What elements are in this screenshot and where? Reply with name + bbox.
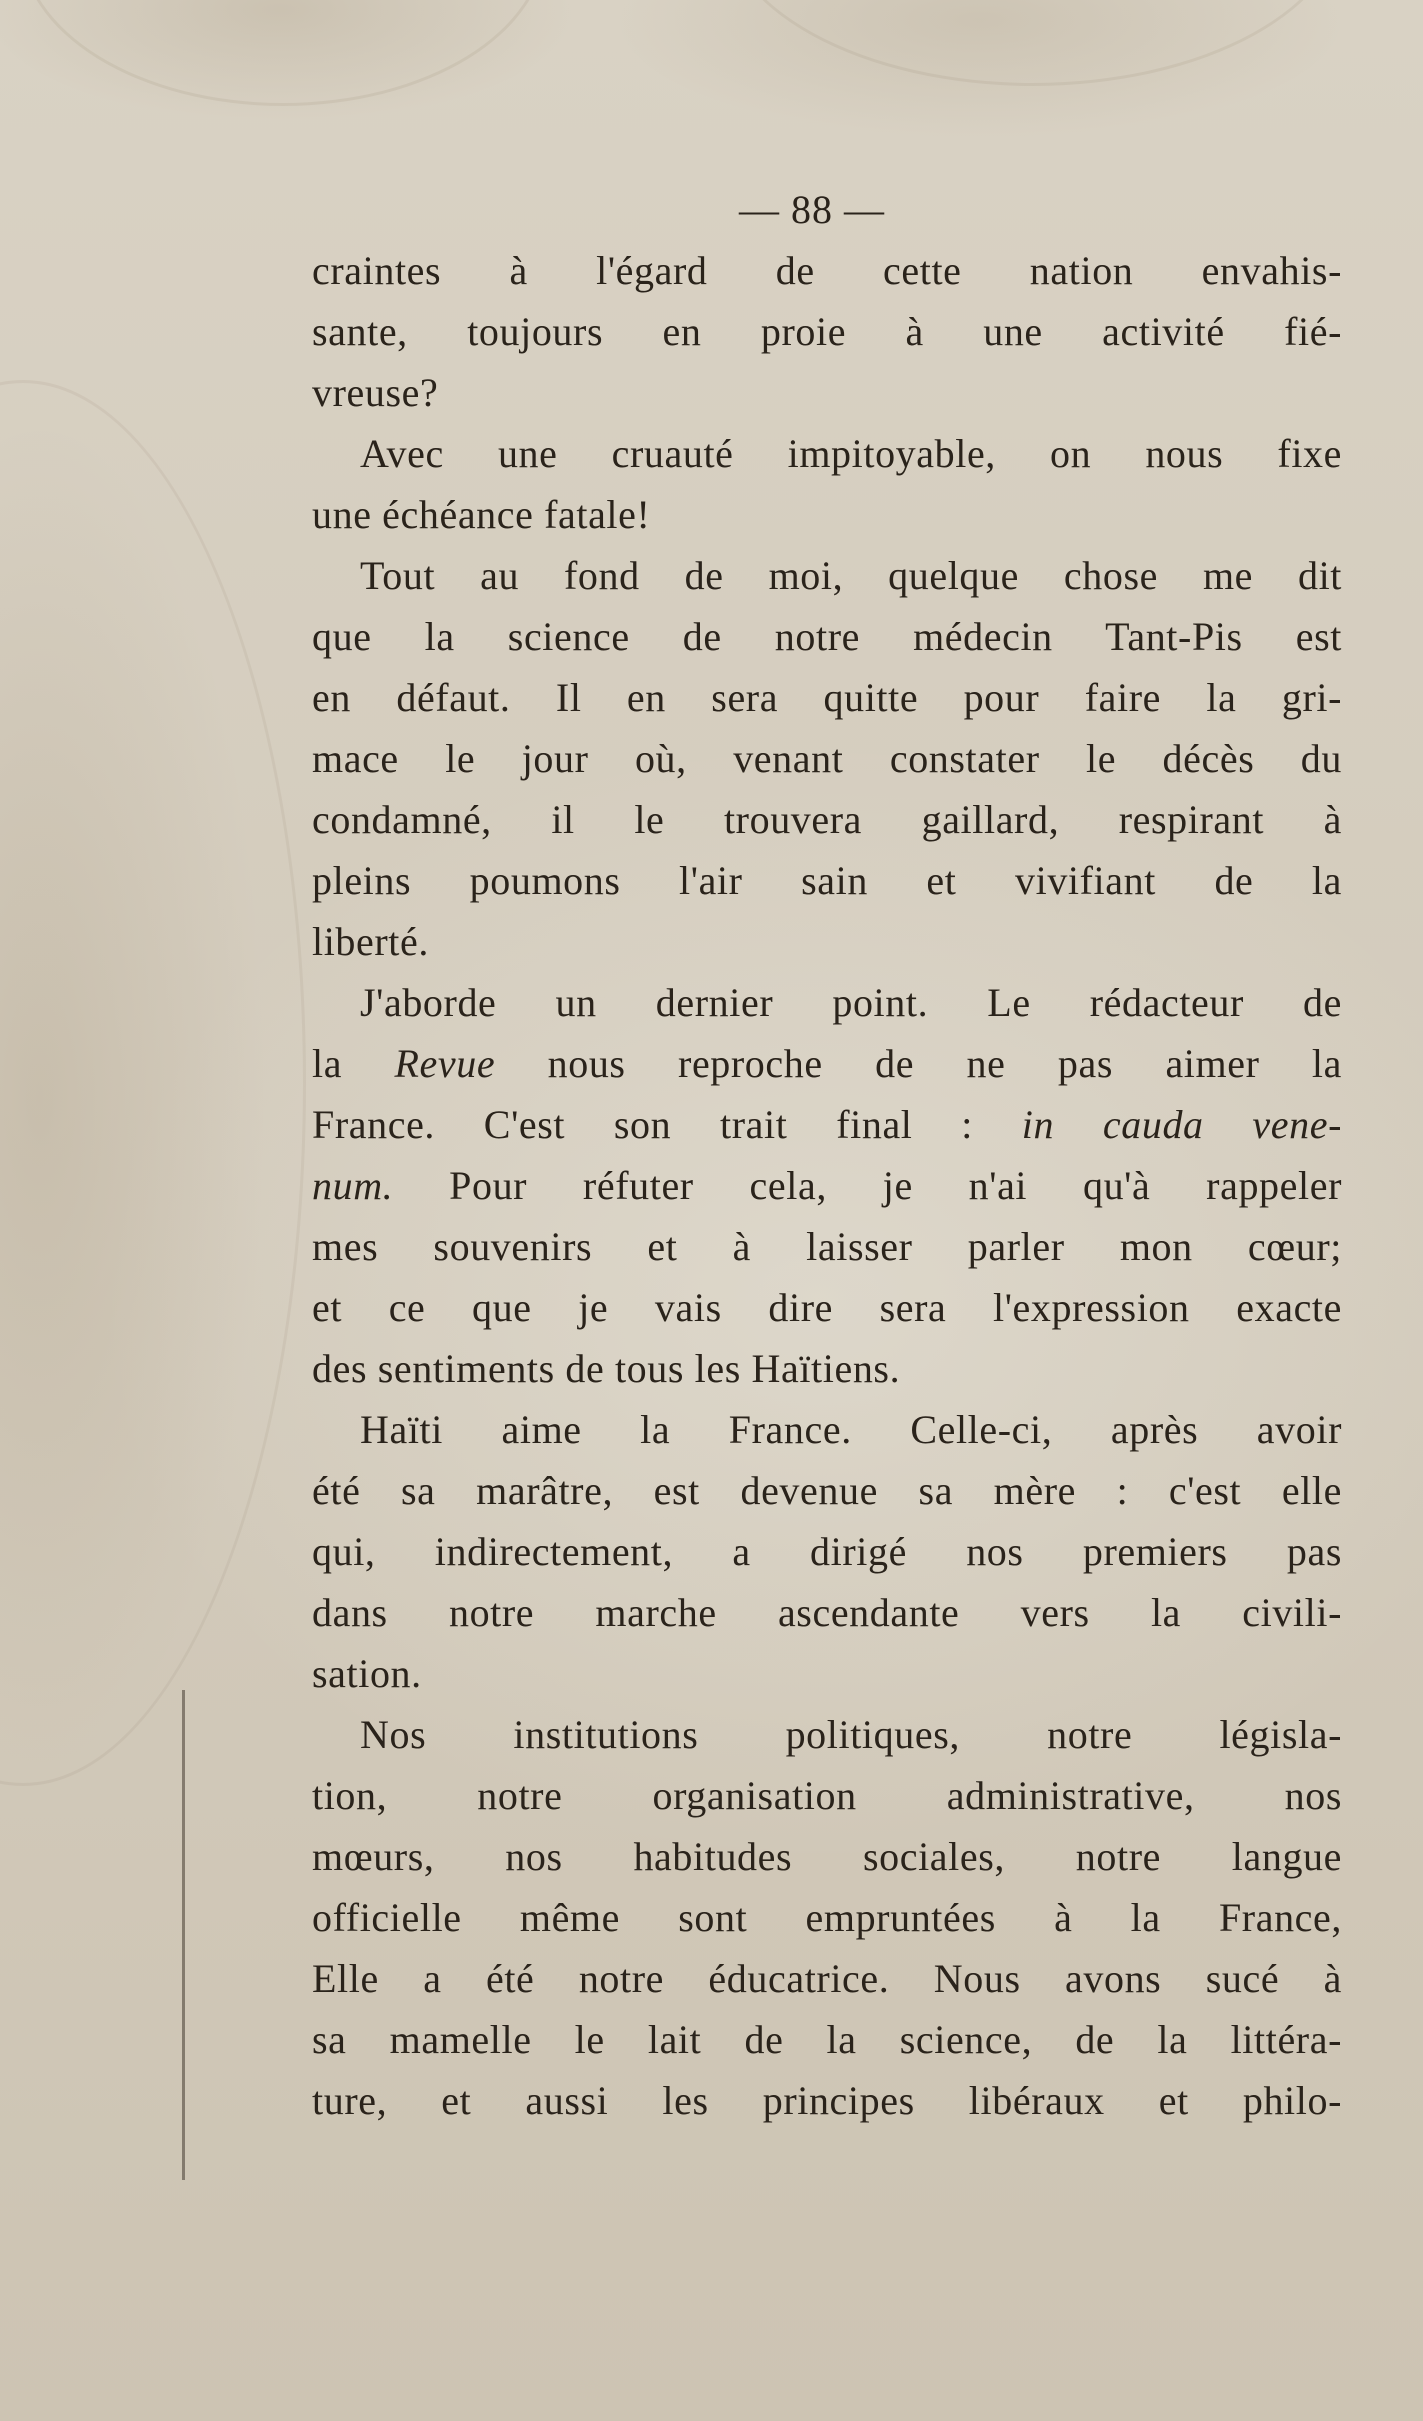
text-line: des sentiments de tous les Haïtiens. [312,1346,901,1391]
text-segment: la [312,1041,395,1086]
text-line: sante, toujours en proie à une activité fié- [312,309,1342,354]
text-line: été sa marâtre, est devenue sa mère : c'est elle [312,1468,1342,1513]
text-segment: nous reproche de ne pas aimer la [495,1041,1342,1086]
text-segment: Pour réfuter cela, je n'ai qu'à rappeler [393,1163,1342,1208]
text-line: que la science de notre médecin Tant-Pis est [312,614,1342,659]
water-stain [20,0,546,106]
text-line: Tout au fond de moi, quelque chose me dit [360,553,1342,598]
water-stain [0,380,306,1786]
text-line: mes souvenirs et à laisser parler mon cœur; [312,1224,1342,1269]
text-line: dans notre marche ascendante vers la civili- [312,1590,1342,1635]
italic-text: num. [312,1163,394,1208]
text-line: Haïti aime la France. Celle-ci, après avoir [360,1407,1342,1452]
text-line: pleins poumons l'air sain et vivifiant de la [312,858,1342,903]
text-line: condamné, il le trouvera gaillard, respirant à [312,797,1342,842]
text-segment: France. C'est son trait final : [312,1102,1022,1147]
text-line: Nos institutions politiques, notre législa- [360,1712,1342,1757]
body-text [312,240,1342,2131]
text-line: J'aborde un dernier point. Le rédacteur de [360,980,1342,1025]
book-page [312,180,1342,2131]
water-stain [720,0,1346,86]
text-line: vreuse? [312,370,439,415]
text-line [312,1155,1342,1216]
text-line: ture, et aussi les principes libéraux et philo- [312,2078,1342,2123]
text-line: une échéance fatale! [312,492,651,537]
text-line: sa mamelle le lait de la science, de la littéra- [312,2017,1342,2062]
text-line: en défaut. Il en sera quitte pour faire la gri- [312,675,1342,720]
text-line: mœurs, nos habitudes sociales, notre langue [312,1834,1342,1879]
text-line: tion, notre organisation administrative, nos [312,1773,1342,1818]
text-line: qui, indirectement, a dirigé nos premiers pas [312,1529,1342,1574]
text-line: mace le jour où, venant constater le décès du [312,736,1342,781]
page-number: — 88 — [739,187,885,232]
text-line: liberté. [312,919,429,964]
text-line: Elle a été notre éducatrice. Nous avons sucé à [312,1956,1342,2001]
italic-text: Revue [394,1041,496,1086]
text-line: Avec une cruauté impitoyable, on nous fixe [360,431,1342,476]
text-line [312,1094,1342,1155]
text-line: officielle même sont empruntées à la France, [312,1895,1342,1940]
text-line: sation. [312,1651,422,1696]
text-line: et ce que je vais dire sera l'expression exacte [312,1285,1342,1330]
italic-text: in cauda vene- [1021,1102,1342,1147]
margin-mark [182,1690,185,2180]
text-line [312,1033,1342,1094]
text-line: craintes à l'égard de cette nation envahis- [312,248,1342,293]
